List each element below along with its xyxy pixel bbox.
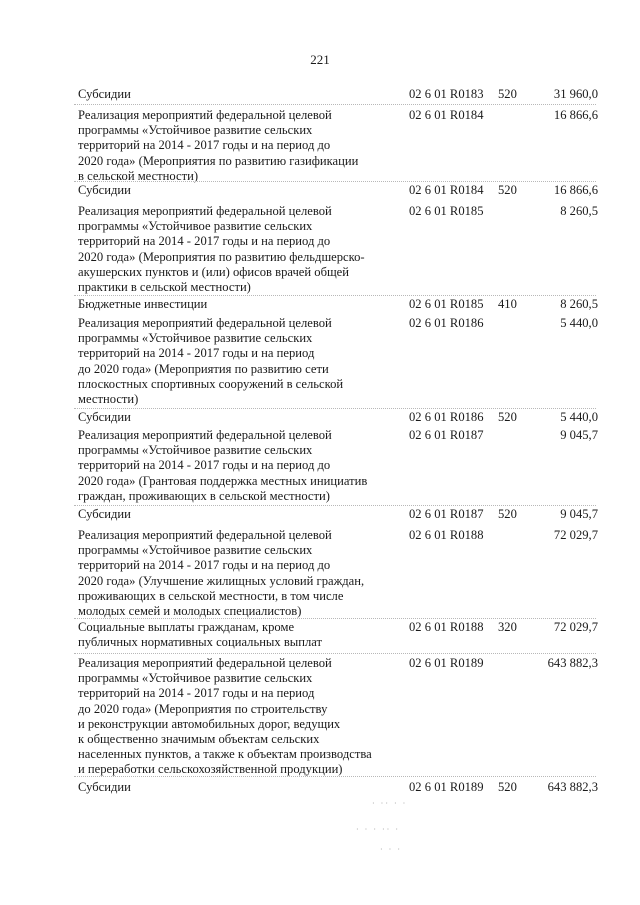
row-amount: 9 045,7 [560,428,598,442]
row-code: 02 6 01 R0189 [409,656,484,670]
row-code: 02 6 01 R0185 [409,204,484,218]
row-amount: 8 260,5 [560,297,598,311]
row-amount: 16 866,6 [553,183,598,197]
row-separator [74,295,596,296]
row-code: 02 6 01 R0184 [409,183,484,197]
row-amount: 72 029,7 [553,528,598,542]
row-name: Субсидии [78,780,131,794]
row-name: Субсидии [78,87,131,101]
row-name: Субсидии [78,183,131,197]
row-amount: 9 045,7 [560,507,598,521]
row-separator [74,408,596,409]
row-separator [74,776,596,777]
row-amount: 8 260,5 [560,204,598,218]
row-expense-type: 520 [498,410,517,424]
row-amount: 16 866,6 [553,108,598,122]
row-code: 02 6 01 R0188 [409,620,484,634]
row-expense-type: 320 [498,620,517,634]
row-code: 02 6 01 R0184 [409,108,484,122]
row-expense-type: 410 [498,297,517,311]
scan-noise: · · · ·· · [356,825,400,834]
row-expense-type: 520 [498,780,517,794]
row-name: Субсидии [78,507,131,521]
row-separator [74,653,596,654]
row-code: 02 6 01 R0189 [409,780,484,794]
row-name: Бюджетные инвестиции [78,297,208,311]
row-name: Реализация мероприятий федеральной целевой программы «Устойчивое развитие сельских территорий на 2014 - 2017 годы и на период до 2020 года» (Мероприятия по развитию сети плоскостных спортивных сооружений в сельской местности) [78,316,344,407]
row-name: Реализация мероприятий федеральной целевой программы «Устойчивое развитие сельских территорий на 2014 - 2017 годы и на период до 2020 года» (Мероприятия по развитию газификации в сельской местности) [78,108,359,183]
scan-noise: · · · [380,845,402,854]
row-code: 02 6 01 R0187 [409,507,484,521]
row-code: 02 6 01 R0188 [409,528,484,542]
row-amount: 72 029,7 [553,620,598,634]
row-code: 02 6 01 R0187 [409,428,484,442]
row-name: Реализация мероприятий федеральной целевой программы «Устойчивое развитие сельских территорий на 2014 - 2017 годы и на период до 2020 года» (Мероприятия по строительству и реконструкции автомобильных дорог, ведущих к общественно значимым объектам сельских населенных пунктов, а также к объектам производства и переработки сельскохозяйственной продукции) [78,656,372,777]
row-code: 02 6 01 R0183 [409,87,484,101]
row-amount: 5 440,0 [560,316,598,330]
row-separator [74,618,596,619]
row-separator [74,181,596,182]
row-code: 02 6 01 R0185 [409,297,484,311]
row-separator [74,505,596,506]
scan-noise: · ·· · · [372,799,408,808]
row-name: Субсидии [78,410,131,424]
row-name: Реализация мероприятий федеральной целевой программы «Устойчивое развитие сельских территорий на 2014 - 2017 годы и на период до 2020 года» (Улучшение жилищных условий граждан, проживающих в сельской местности, в том числе молодых семей и молодых специалистов) [78,528,365,619]
row-amount: 643 882,3 [547,780,598,794]
row-amount: 31 960,0 [553,87,598,101]
row-amount: 5 440,0 [560,410,598,424]
page-number: 221 [310,52,330,67]
row-expense-type: 520 [498,87,517,101]
row-expense-type: 520 [498,183,517,197]
row-name: Социальные выплаты гражданам, кроме публичных нормативных социальных выплат [78,620,323,650]
row-code: 02 6 01 R0186 [409,316,484,330]
row-expense-type: 520 [498,507,517,521]
row-separator [74,104,596,105]
row-amount: 643 882,3 [547,656,598,670]
row-name: Реализация мероприятий федеральной целевой программы «Устойчивое развитие сельских территорий на 2014 - 2017 годы и на период до 2020 года» (Грантовая поддержка местных инициатив граждан, проживающих в сельской местности) [78,428,368,503]
row-name: Реализация мероприятий федеральной целевой программы «Устойчивое развитие сельских территорий на 2014 - 2017 годы и на период до 2020 года» (Мероприятия по развитию фельдшерско- акушерских пунктов и (или) офисов врачей общей практики в сельской местности) [78,204,365,295]
row-code: 02 6 01 R0186 [409,410,484,424]
